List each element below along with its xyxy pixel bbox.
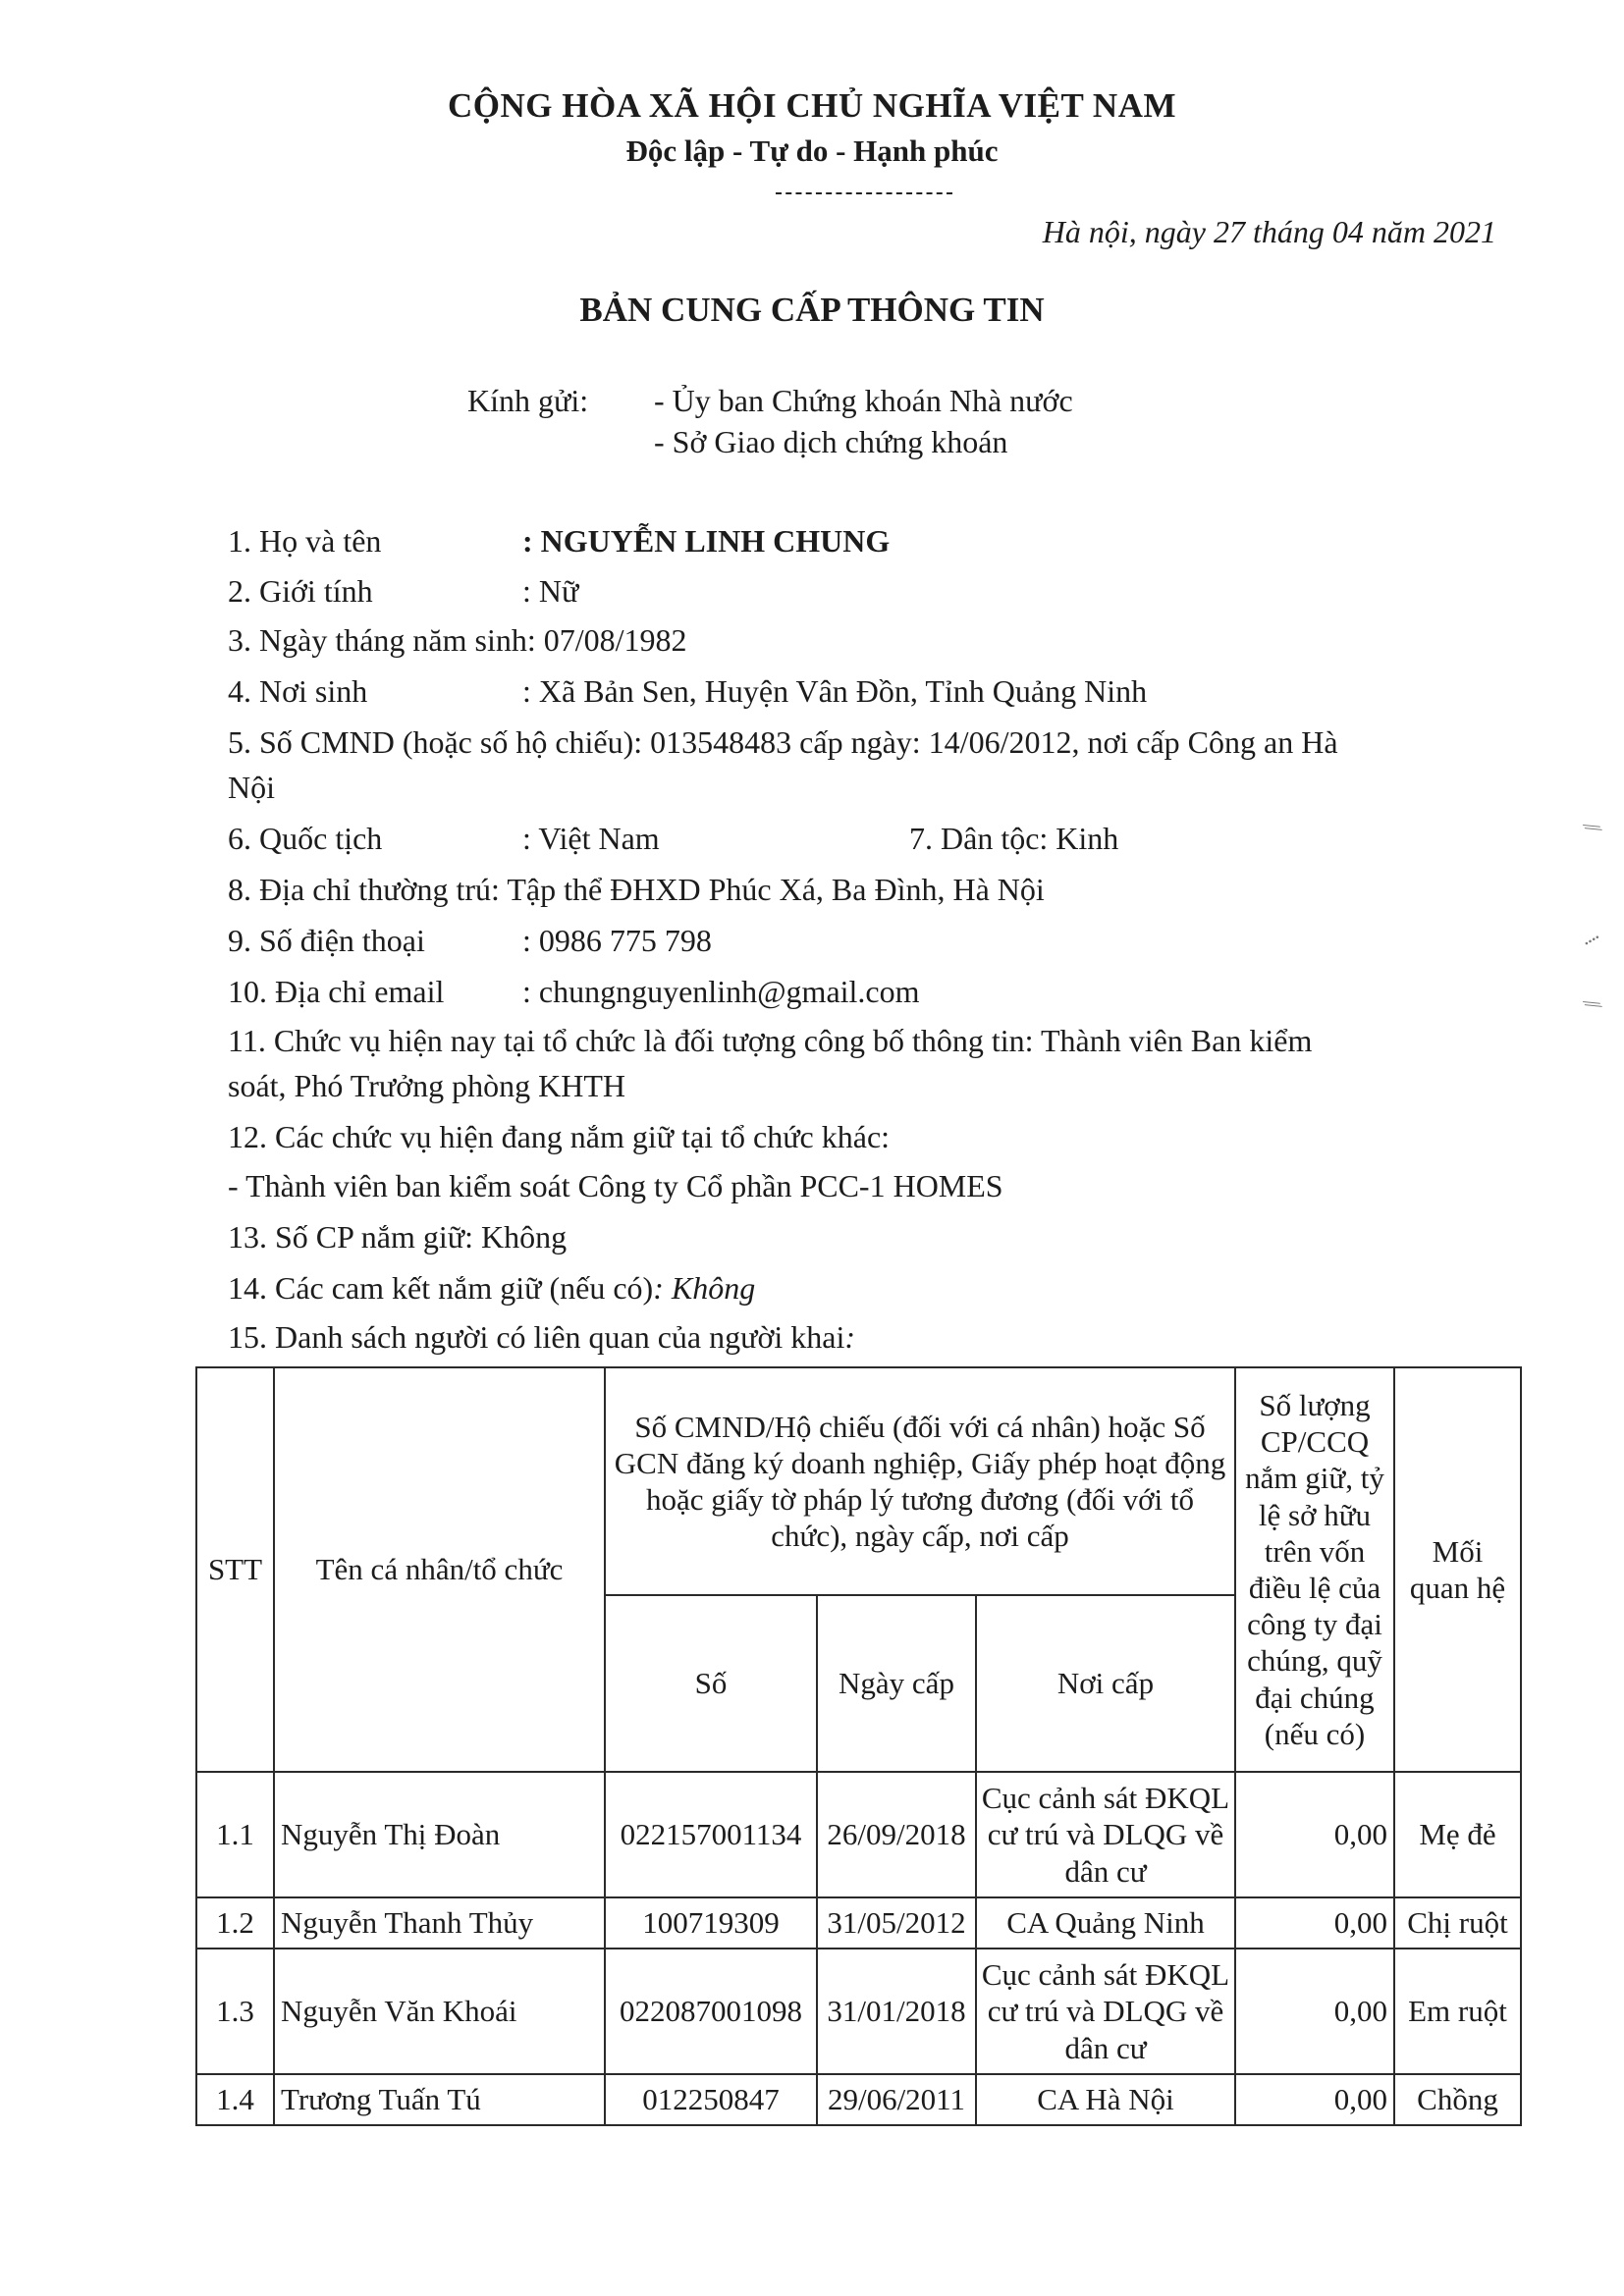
cell-stt: 1.4 xyxy=(196,2074,274,2125)
field-other-position-item: - Thành viên ban kiểm soát Công ty Cổ phần PCC-1 HOMES xyxy=(228,1168,1003,1203)
cell-id-no: 022157001134 xyxy=(605,1772,817,1897)
cell-shares: 0,00 xyxy=(1235,1949,1394,2074)
cell-stt: 1.2 xyxy=(196,1897,274,1949)
table-row xyxy=(196,1772,1521,1897)
field-id-card: 5. Số CMND (hoặc số hộ chiếu): 013548483 cấp ngày: 14/06/2012, nơi cấp Công an Hà xyxy=(228,724,1338,760)
cell-shares: 0,00 xyxy=(1235,2074,1394,2125)
field-label: 2. Giới tính xyxy=(228,573,373,609)
field-other-positions: 12. Các chức vụ hiện đang nắm giữ tại tổ chức khác: xyxy=(228,1119,891,1154)
header-issue-date: Ngày cấp xyxy=(817,1595,976,1772)
cell-relation: Chồng xyxy=(1394,2074,1521,2125)
header-id-no: Số xyxy=(605,1595,817,1772)
cell-issue-date: 31/05/2012 xyxy=(817,1897,976,1949)
margin-stamp-mark: ⁄⁄ xyxy=(1580,818,1605,837)
cell-name: Nguyễn Thị Đoàn xyxy=(274,1772,605,1897)
field-label: 9. Số điện thoại xyxy=(228,923,425,958)
cell-name: Trương Tuấn Tú xyxy=(274,2074,605,2125)
field-value: : xyxy=(844,1319,856,1355)
header-stt: STT xyxy=(196,1367,274,1772)
header-separator xyxy=(776,192,952,194)
field-label: 1. Họ và tên xyxy=(228,523,382,559)
cell-issue-date: 26/09/2018 xyxy=(817,1772,976,1897)
header-id-group: Số CMND/Hộ chiếu (đối với cá nhân) hoặc Số GCN đăng ký doanh nghiệp, Giấy phép hoạt động hoặc giấy tờ pháp lý tương đương (đối với tổ chức), ngày cấp, nơi cấp xyxy=(605,1367,1235,1595)
table-row xyxy=(196,1949,1521,2074)
cell-issue-place: CA Quảng Ninh xyxy=(976,1897,1235,1949)
related-persons-table xyxy=(195,1366,1522,2126)
cell-relation: Mẹ đẻ xyxy=(1394,1772,1521,1897)
field-value: : Việt Nam xyxy=(522,821,660,856)
margin-stamp-mark: ⁄⁄ xyxy=(1580,994,1605,1014)
field-address: 8. Địa chỉ thường trú: Tập thể ĐHXD Phúc Xá, Ba Đình, Hà Nội xyxy=(228,872,1045,907)
margin-stamp-mark: ⁞ xyxy=(1580,931,1604,949)
field-value: : chungnguyenlinh@gmail.com xyxy=(522,974,920,1009)
field-full-name xyxy=(0,523,1624,562)
field-birth-date: 3. Ngày tháng năm sinh: 07/08/1982 xyxy=(228,622,687,658)
field-nationality xyxy=(0,821,1624,860)
field-phone xyxy=(0,923,1624,962)
cell-id-no: 022087001098 xyxy=(605,1949,817,2074)
cell-shares: 0,00 xyxy=(1235,1772,1394,1897)
table-row xyxy=(196,1897,1521,1949)
header-name: Tên cá nhân/tổ chức xyxy=(274,1367,605,1772)
national-title: CỘNG HÒA XÃ HỘI CHỦ NGHĨA VIỆT NAM xyxy=(447,86,1177,125)
cell-issue-place: Cục cảnh sát ĐKQL cư trú và DLQG về dân cư xyxy=(976,1949,1235,2074)
cell-name: Nguyễn Thanh Thủy xyxy=(274,1897,605,1949)
field-value: : 0986 775 798 xyxy=(522,923,712,958)
cell-id-no: 012250847 xyxy=(605,2074,817,2125)
field-gender xyxy=(0,573,1624,613)
field-label: 14. Các cam kết nắm giữ (nếu có) xyxy=(228,1270,654,1306)
field-label: 4. Nơi sinh xyxy=(228,673,368,709)
cell-id-no: 100719309 xyxy=(605,1897,817,1949)
dateline: Hà nội, ngày 27 tháng 04 năm 2021 xyxy=(1042,214,1496,249)
national-motto: Độc lập - Tự do - Hạnh phúc xyxy=(625,133,999,168)
cell-issue-place: Cục cảnh sát ĐKQL cư trú và DLQG về dân cư xyxy=(976,1772,1235,1897)
header-shares: Số lượng CP/CCQ nắm giữ, tỷ lệ sở hữu trên vốn điều lệ của công ty đại chúng, quỹ đại chúng (nếu có) xyxy=(1235,1367,1394,1772)
field-shares-held: 13. Số CP nắm giữ: Không xyxy=(228,1219,568,1255)
header-relation: Mối quan hệ xyxy=(1394,1367,1521,1772)
field-label: 10. Địa chỉ email xyxy=(228,974,445,1009)
cell-shares: 0,00 xyxy=(1235,1897,1394,1949)
document-title: BẢN CUNG CẤP THÔNG TIN xyxy=(579,291,1045,329)
field-commitments xyxy=(228,1270,755,1307)
recipients-label: Kính gửi: xyxy=(467,383,589,418)
field-label: 6. Quốc tịch xyxy=(228,821,383,856)
cell-relation: Chị ruột xyxy=(1394,1897,1521,1949)
field-id-card-cont: Nội xyxy=(228,770,275,805)
cell-name: Nguyễn Văn Khoái xyxy=(274,1949,605,2074)
recipient-item: - Ủy ban Chứng khoán Nhà nước xyxy=(654,383,1073,418)
cell-issue-date: 29/06/2011 xyxy=(817,2074,976,2125)
field-current-position: 11. Chức vụ hiện nay tại tổ chức là đối tượng công bố thông tin: Thành viên Ban kiểm xyxy=(228,1023,1313,1058)
field-birthplace xyxy=(0,673,1624,713)
field-email xyxy=(0,974,1624,1013)
field-label: 15. Danh sách người có liên quan của người khai xyxy=(228,1319,845,1355)
cell-stt: 1.1 xyxy=(196,1772,274,1897)
field-ethnicity: 7. Dân tộc: Kinh xyxy=(909,821,1119,856)
header-issue-place: Nơi cấp xyxy=(976,1595,1235,1772)
field-value: : NGUYỄN LINH CHUNG xyxy=(522,523,891,559)
cell-issue-place: CA Hà Nội xyxy=(976,2074,1235,2125)
field-current-position-cont: soát, Phó Trưởng phòng KHTH xyxy=(228,1068,625,1103)
field-value: : Không xyxy=(653,1270,756,1306)
table-row xyxy=(196,2074,1521,2125)
field-related-persons xyxy=(228,1319,855,1356)
field-value: : Xã Bản Sen, Huyện Vân Đồn, Tỉnh Quảng Ninh xyxy=(522,673,1148,709)
cell-issue-date: 31/01/2018 xyxy=(817,1949,976,2074)
field-value: : Nữ xyxy=(522,573,579,609)
cell-relation: Em ruột xyxy=(1394,1949,1521,2074)
recipient-item: - Sở Giao dịch chứng khoán xyxy=(654,424,1008,459)
cell-stt: 1.3 xyxy=(196,1949,274,2074)
